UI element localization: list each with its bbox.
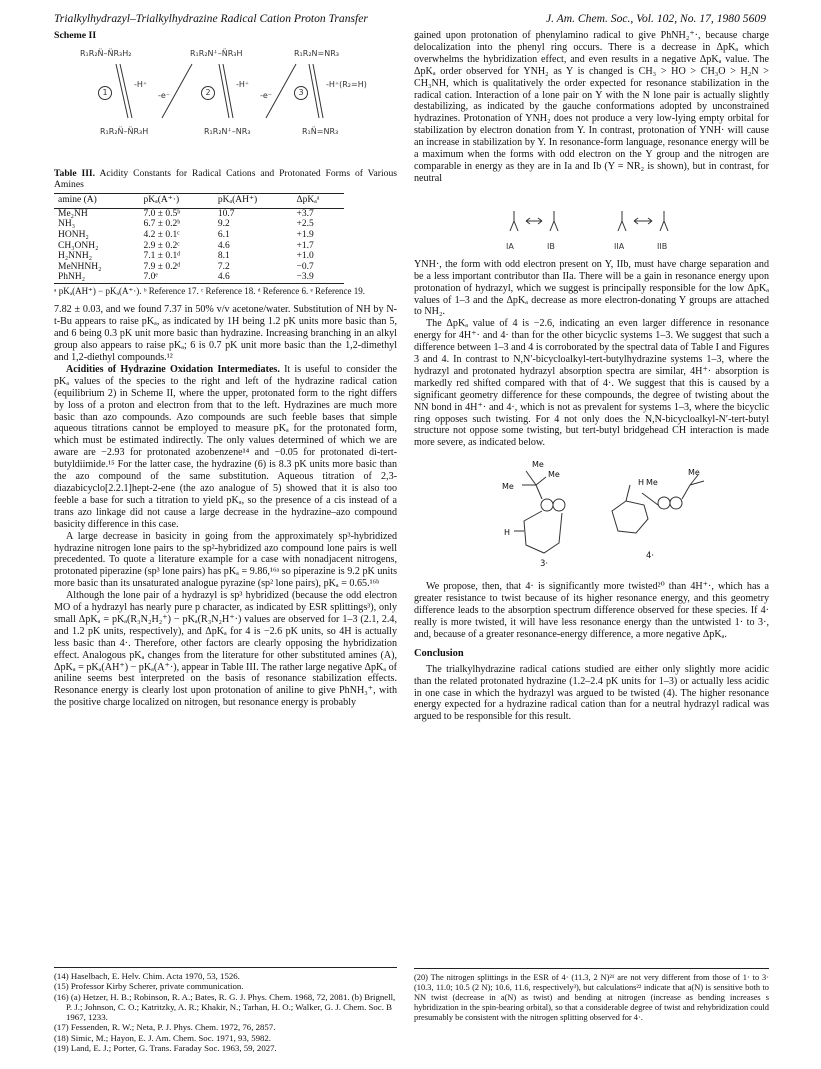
table-cell: 7.2 <box>217 261 230 272</box>
table-footnote: ᵃ pKₐ(AH⁺) − pKₐ(A⁺·). ᵇ Reference 17. ᶜ Reference 18. ᵈ Reference 6. ᵉ Reference 19. <box>54 285 366 296</box>
section-heading-conclusion: Conclusion <box>414 647 464 659</box>
running-header <box>54 12 766 28</box>
scheme-equilibrium-3: 3 <box>294 86 308 100</box>
table-cell: −0.7 <box>296 261 314 272</box>
reference-item: (18) Simic, M.; Hayon, E. J. Am. Chem. Soc. 1971, 93, 5982. <box>54 1032 271 1043</box>
table-cell: HONH₂ <box>58 230 89 240</box>
scheme-label-3: -H⁺ <box>236 79 250 89</box>
table-cell: 7.1 ± 0.1ᵈ <box>143 251 181 262</box>
struct4-h: H <box>638 478 645 488</box>
structures-3-and-4-diagram <box>414 455 769 575</box>
table-cell: 7.9 ± 0.2ᵈ <box>143 261 181 272</box>
table-cell: −3.9 <box>293 272 344 283</box>
struct3-h: H <box>504 528 511 538</box>
col-pka-radical: pKₐ(A⁺·) <box>140 193 214 208</box>
resonance-forms-diagram <box>414 191 769 255</box>
resonance-label-iia: IIA <box>614 241 625 251</box>
right-paragraph-1: gained upon protonation of phenylamino radical to give PhNH₂⁺·, because charge delocalization into the phenyl ring occurs. There is a decrease in ΔpKₐ which overwhelms the hybridization effect, and even results in a negative ΔpKₐ value. The ΔpKₐ order observed for YNH₂ as Y is changed is CH₃ > HO > CH₃O > H₂N > CH₃NH, which is qualitatively the order expected for resonance stabilization in the radical cation. Interaction of a lone pair on Y with the N lone pair is actually slightly destabilizing, as indicated by the gauche conformations adopted by unconstrained hydrazines. Protonation of YNH₂ does not produce a very low-lying empty orbital for stabilization by electron donation from Y. In contrast, protonation of YNH· will cause an increase in stabilization by Y. In resonance-form language, resonance energy will be a maximum when the forms with odd electron on the Y group and the nitrogen are comparable in energy as they are in Ia and Ib (Y = NR₂ is shown), but in contrast, for neutral <box>414 30 769 184</box>
scheme-top-3: R₁R₂N=NR₃ <box>294 48 339 58</box>
table-cell: 4.6 <box>214 272 293 283</box>
table-cell: +1.0 <box>296 251 314 262</box>
left-paragraph-3: A large decrease in basicity in going from the approximately sp³-hybridized hydrazine nitrogen lone pairs to the sp²-hybridized azo compound lone pairs is well precedented. To quote a literature example for a case with nonadjacent nitrogens, protonated piperazine (sp³ lone pairs) has pKₐ = 9.86,¹⁶ᵃ so piperazine is 9.2 pK units more basic than its unsaturated analogue pyrazine (sp² lone pairs), pKₐ = 0.65.¹⁶ᵇ <box>54 530 397 590</box>
struct3-me-top: Me <box>532 460 544 470</box>
scheme-equilibrium-1: 1 <box>98 86 112 100</box>
reference-item: (14) Haselbach, E. Helv. Chim. Acta 1970, 53, 1526. <box>54 971 240 981</box>
footnote-20: (20) The nitrogen splittings in the ESR of 4· (11.3, 2 N)²¹ are not very different from those of 1· to 3· (10.3, 11.0; 10.5 (2 N); 10.6, 11.6, respectively³), but calculations²² indicate that a(N) is sensitive both to NN twist (decrease in a(N) as twist) and bending at nitrogen (increase as bending increases s hybridization in the spin-bearing orbital), so that a considerable degree of twist and rehybridization could presumably be consistent with the nitrogen splitting observed for 4·. <box>414 968 769 1023</box>
section-heading-acidities: Acidities of Hydrazine Oxidation Intermediates. <box>66 363 280 375</box>
left-paragraph-2-text: It is useful to consider the pKₐ values of the species to the right and left of the hydrazine radical cation (equilibrium 2) in Scheme II, where the upper, protonated form to the right differs by loss of a proton and electron from that to the left. Hydrazines are much more basic than azo compounds. Azo compounds are such feeble bases that simple aqueous titrations cannot be employed to measure pKₐ for the protonated form, which must be estimated indirectly. The only values determined of which we are aware are −2.93 for protonated azobenzene¹⁴ and −0.05 for protonated di-tert-butyldiimide.¹⁵ For the latter case, the hydrazine (6) is 8.3 pK units more basic than the azo compound of the same substitution. Aqueous titration of 2,3-diazabicyclo[2.2.1]hept-2-ene (the azo analogue of 5) showed that it is also too feeble a base for such a titration to yield pKₐ, so the presence of a cis instead of a trans azo linkage did not cause a large decrease in the hydrazine–azo compound basicity difference in this case. <box>54 363 397 530</box>
acidity-table <box>54 193 344 284</box>
table-cell: 9.2 <box>217 219 230 230</box>
table-cell: 6.7 ± 0.2ᵇ <box>143 219 181 230</box>
header-journal: J. Am. Chem. Soc., Vol. 102, No. 17, 1980 5609 <box>545 12 766 25</box>
left-paragraph-2 <box>54 364 397 531</box>
conclusion-paragraph: The trialkylhydrazine radical cations studied are either only slightly more acidic than the related protonated hydrazine (1.2–2.4 pK units for 1–3) or actually less acidic in one case in which the hydrazyl was argued to be twisted (4). The higher resonance energy expected for a hydrazine radical cation than for a neutral hydrazyl radical was argued to be responsible for this result. <box>414 663 769 723</box>
left-paragraph-4: Although the lone pair of a hydrazyl is sp³ hybridized (because the odd electron MO of a hydrazyl has nearly pure p character, as indicated by ESR splittings³), only small ΔpKₐ = pKₐ(R₃N₂H₂⁺) − pKₐ(R₃N₂H⁺·) values are observed for 1–3 (2.1, 2.4, and 1.2 pK units, respectively), and ΔpKₐ for 4 is −2.6 pK units, so 4H is actually less basic than 4·. Therefore, other factors are clearly opposing the hybridization effect. Analogous pKₐ changes from the literature for other substituted amines (A), ΔpKₐ = pKₐ(AH⁺) − pKₐ(A⁺·), appear in Table III. The rather large negative ΔpKₐ of aniline seems best interpreted on the basis of resonance stabilization effects. Resonance energy is clearly lost upon protonation of aniline to give PhNH₃⁺, with the positive charge localized on nitrogen, but resonance energy is probably <box>54 590 398 709</box>
scheme-equilibrium-2: 2 <box>201 86 215 100</box>
scheme-bottom-3: R₁N̈=NR₃ <box>302 126 339 136</box>
table-caption-text: Acidity Constants for Radical Cations and Protonated Forms of Various Amines <box>54 167 397 190</box>
resonance-label-ia: IA <box>506 241 514 251</box>
resonance-label-iib: IIB <box>657 241 668 251</box>
table-cell: 10.7 <box>217 208 235 219</box>
table-caption-label: Table III. <box>54 167 96 179</box>
struct3-label: 3· <box>540 559 549 570</box>
left-paragraph-1: 7.82 ± 0.03, and we found 7.37 in 50% v/v acetone/water. Substitution of NH by N-t-Bu appears to raise pKₐ, as indicated by 1H being 1.2 pK units more basic than 5, and 6 being 0.3 pK unit more basic than hydrazine. Increasing branching in an alkyl group also appears to raise pKₐ; 6 is 0.7 pK unit more basic than the 1,2-dimethyl and 1,2-diethyl compounds.¹² <box>54 304 397 363</box>
table-cell: PhNH₂ <box>54 272 140 283</box>
scheme-label-4: -e⁻ <box>260 90 273 100</box>
scheme-label-1: -H⁺ <box>134 79 148 89</box>
reference-item: (17) Fessenden, R. W.; Neta, P. J. Phys. Chem. 1972, 76, 2857. <box>54 1022 276 1033</box>
reference-item: (19) Land, E. J.; Porter, G. Trans. Faraday Soc. 1963, 59, 2027. <box>54 1043 277 1054</box>
table-row <box>54 230 344 241</box>
col-pka-protonated: pKₐ(AH⁺) <box>214 193 293 208</box>
table-cell: Me₂NH <box>58 208 88 219</box>
scheme-label-5: -H⁺(R₂=H) <box>326 79 367 89</box>
struct4-me-1: Me <box>646 478 658 488</box>
reference-item: (15) Professor Kirby Scherer, private communication. <box>54 981 244 992</box>
table-cell: 2.9 ± 0.2ᶜ <box>143 240 180 251</box>
references-list <box>54 967 397 1053</box>
table-cell: CH₃ONH₂ <box>58 240 99 251</box>
table-cell: 7.0ᵉ <box>140 272 214 283</box>
table-cell: +1.7 <box>296 240 314 251</box>
table-cell: 7.0 ± 0.5ᵇ <box>143 208 181 219</box>
right-column <box>414 30 769 723</box>
right-paragraph-4: We propose, then, that 4· is significantly more twisted²⁰ than 4H⁺·, which has a greater resistance to twist because of its higher resonance energy, and this geometry difference leads to the absorption spectrum difference observed for these species. If 4· really is more twisted, it will have less resonance energy than the untwisted 1· to 3·, and, because of a greater resonance-energy difference, a more negative ΔpKₐ. <box>414 581 769 640</box>
table-header-row <box>54 193 344 208</box>
table-cell: MeNHNH₂ <box>58 261 102 272</box>
table-row <box>54 262 344 273</box>
table-cell: 8.1 <box>217 251 230 262</box>
table-row <box>54 241 344 252</box>
structure-drawings <box>414 455 769 575</box>
resonance-arrows <box>414 191 769 255</box>
table-cell: H₂NNH₂ <box>58 251 93 262</box>
scheme-top-2: R₁R₂N⁺̇–N̈R₃H <box>190 48 243 58</box>
scheme-ii-diagram <box>54 46 397 164</box>
right-paragraph-3: The ΔpKₐ value of 4 is −2.6, indicating an even larger difference in resonance energy for 4H⁺· and 4· than for the other bicyclic systems 1–3. We suggest that such a difference between 1–3 and 4 is corroborated by the spectral data of Table I and Figures 3 and 4. In contrast to N,N′-bicycloalkyl-tert-butylhydrazine systems 1–3, where the hydrazyl and protonated hydrazyl absorption spectra are similar, 4H⁺· absorption is markedly red shifted compared with that of 4·. We suggest that this is caused by a significant geometry difference for these compounds, the degree of twisting about the NN bond in 4H⁺· and 4·, which is not as prevalent for systems 1–3, where the bicyclic ring opposes such twisting. For 4 not only does the N,N-bicycloalkyl-N′-tert-butyl structure not oppose some twisting, but tert-butyl bridgehead CH interaction is made more severe, as indicated below. <box>414 318 769 449</box>
col-delta-pka: ΔpKₐᵃ <box>293 193 344 208</box>
table-cell: +2.5 <box>296 219 314 230</box>
left-column <box>54 30 397 709</box>
table-row <box>54 219 344 230</box>
scheme-bottom-1: R₁R₂N̈–N̈R₃H <box>100 126 149 136</box>
resonance-label-ib: IB <box>547 241 555 251</box>
header-title: Trialkylhydrazyl–Trialkylhydrazine Radical Cation Proton Transfer <box>54 12 368 25</box>
scheme-label-2: -e⁻ <box>158 90 171 100</box>
table-caption <box>54 168 397 190</box>
struct3-me-left: Me <box>502 482 514 492</box>
scheme-arrows <box>54 46 397 164</box>
table-cell: +1.9 <box>296 230 314 240</box>
scheme-title: Scheme II <box>54 30 97 41</box>
struct3-me-right: Me <box>548 470 560 480</box>
table-cell: NH₃ <box>58 219 76 230</box>
table-row <box>54 208 344 219</box>
scheme-bottom-2: R₁R₂N⁺̇–NR₃ <box>204 126 251 136</box>
table-cell: 6.1 <box>217 230 230 240</box>
reference-item: (16) (a) Hetzer, H. B.; Robinson, R. A.; Bates, R. G. J. Phys. Chem. 1968, 72, 2081. (b) Brignell, P. J.; Johnson, C. O.; Katritzky, A. R.; Khakir, N.; Tarhan, H. O.; Walker, G. J. Chem. Soc. B 1967, 1233. <box>54 991 396 1023</box>
table-row <box>54 251 344 262</box>
table-cell: +3.7 <box>296 208 314 219</box>
struct4-label: 4· <box>646 551 655 562</box>
table-cell: 4.6 <box>217 240 230 251</box>
col-amine: amine (A) <box>54 193 140 208</box>
scheme-top-1: R₁R₂N̈–N̈R₃H₂ <box>80 48 132 58</box>
table-cell: 4.2 ± 0.1ᶜ <box>143 230 180 240</box>
struct4-me-2: Me <box>688 468 700 478</box>
right-paragraph-2: YNH·, the form with odd electron present on Y, IIb, must have charge separation and be a less important contributor than IIa. There will be a gain in resonance energy upon protonation of hydrazyl, which we suggest is principally responsible for the low ΔpKₐ values of 1–3 and the ΔpKₐ decrease as more electron-donating Y groups are attached to NH₂. <box>414 258 769 318</box>
table-row <box>54 272 344 283</box>
